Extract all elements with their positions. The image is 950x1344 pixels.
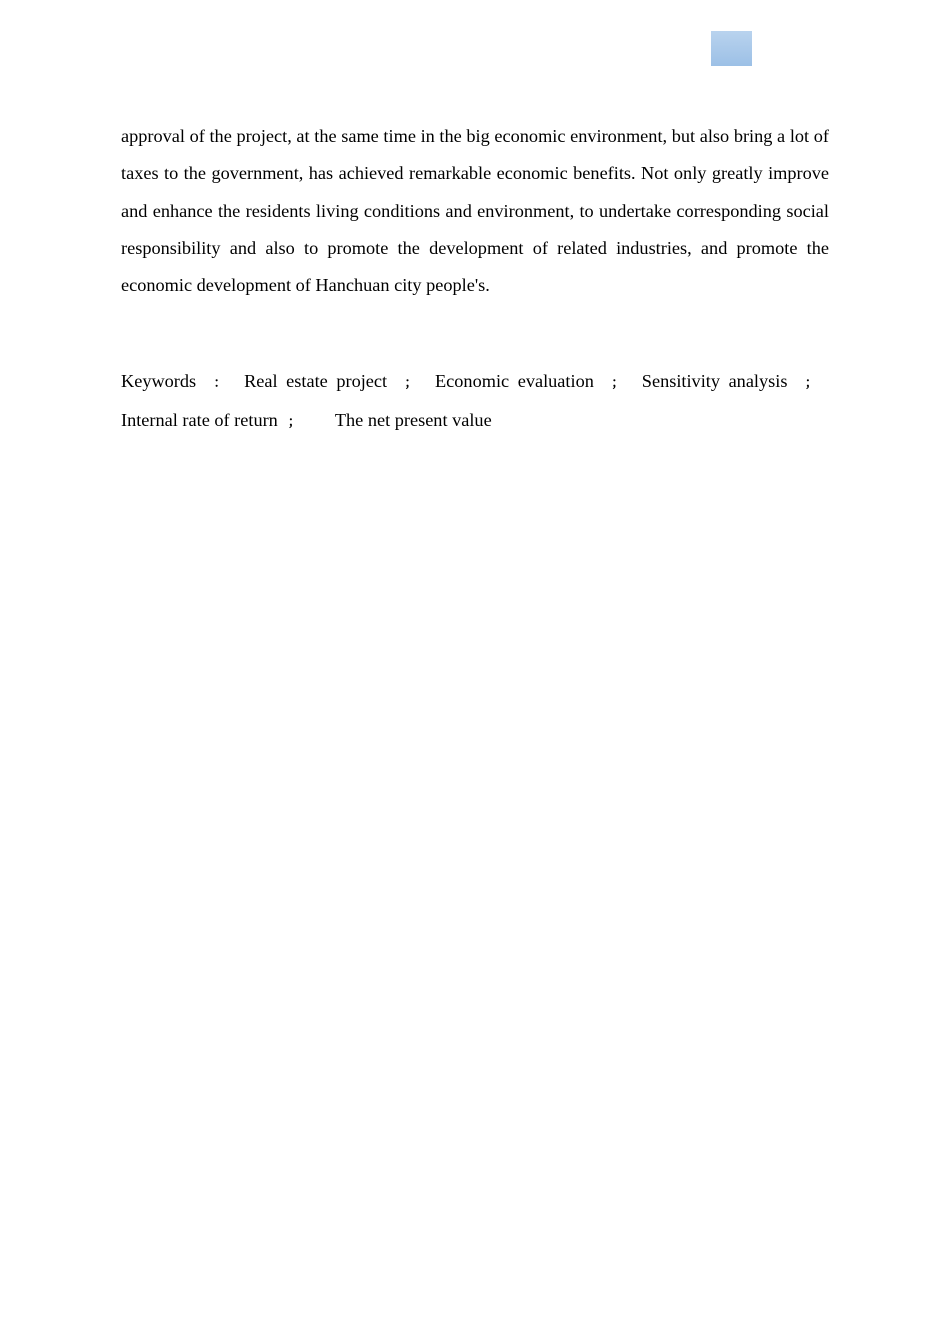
keywords-section <box>121 363 829 442</box>
keywords-label: Keywords <box>121 371 197 391</box>
keyword-separator: ； <box>287 415 301 431</box>
keyword-item: Real estate project <box>244 371 388 391</box>
keyword-item: The net present value <box>334 410 492 431</box>
keyword-item: Economic evaluation <box>435 371 594 391</box>
keywords-line-2 <box>121 402 829 441</box>
keyword-separator: ； <box>611 376 625 391</box>
keyword-item: Sensitivity analysis <box>641 371 788 391</box>
keyword-separator: ； <box>404 376 418 391</box>
abstract-paragraph: approval of the project, at the same time in the big economic environment, but also bring a lot of taxes to the government, has achieved remarkable economic benefits. Not only greatly improve and enhance the residents living conditions and environment, to undertake corresponding social responsibility and also to promote the development of related industries, and promote the economic development of Hanchuan city people's. <box>121 126 829 296</box>
keywords-colon: ： <box>213 376 227 391</box>
keyword-separator: ； <box>804 376 818 391</box>
header-logo-block <box>711 31 752 66</box>
keywords-line-1 <box>121 363 818 402</box>
keyword-item: Internal rate of return <box>121 410 278 431</box>
